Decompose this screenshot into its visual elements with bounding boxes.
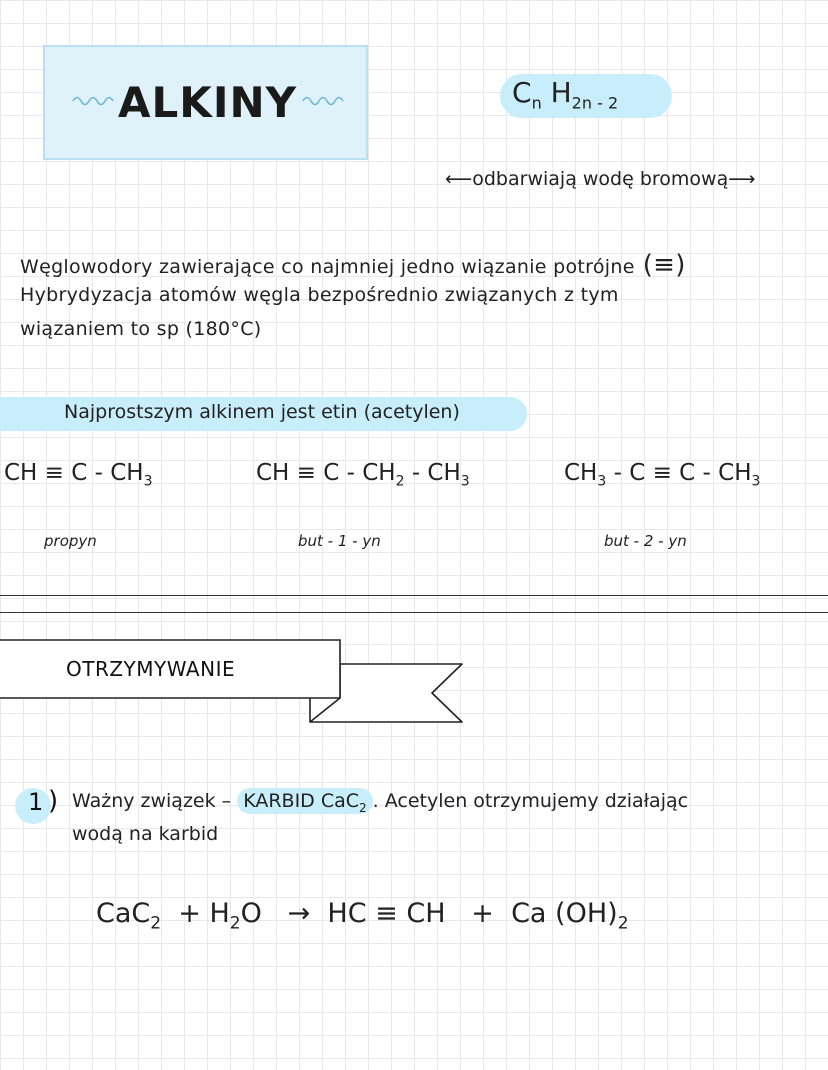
right-arrow-icon: ⟶ <box>728 168 756 190</box>
left-arrow-icon: ⟵ <box>445 168 473 190</box>
description-line-3: wiązaniem to sp (180°C) <box>20 318 262 340</box>
description-line-1: Węglowodory zawierające co najmniej jedno wiązanie potrójne (≡) <box>20 250 686 280</box>
reaction-arrow-icon: → <box>287 898 311 929</box>
reaction-equation: $CaC_2 + H_2O$ → HC ≡ CH + Ca $(OH)_2$ <box>96 898 629 934</box>
compound-name-propyn: propyn <box>44 532 97 550</box>
divider-line <box>0 612 828 613</box>
point-paren: ) <box>48 786 59 816</box>
compound-name-but-2-yn: but - 2 - yn <box>604 532 687 550</box>
karbid-line-2: wodą na karbid <box>72 823 219 845</box>
description-line-2: Hybrydyzacja atomów węgla bezpośrednio związanych z tym <box>20 284 619 306</box>
karbid-highlight: KARBID CaC$_2$ <box>237 788 372 814</box>
compound-formula-but-2-yn: $CH_3 - C \equiv C - CH_3$ <box>564 460 761 490</box>
compound-formula-propyn: CH ≡ C - $CH_3$ <box>4 460 153 490</box>
page-title: ALKINY <box>118 78 298 127</box>
karbid-line: Ważny związek – KARBID CaC$_2$ . Acetylen otrzymujemy działając <box>72 790 689 815</box>
squiggle-left <box>72 92 116 106</box>
squiggle-right <box>302 92 346 106</box>
compound-name-but-1-yn: but - 1 - yn <box>298 532 381 550</box>
bromine-note: ⟵odbarwiają wodę bromową⟶ <box>445 168 756 190</box>
general-formula: $C_n$ $H_{2n - 2}$ <box>512 76 619 113</box>
point-number: 1 <box>28 788 44 816</box>
compound-formula-but-1-yn: CH ≡ C - $CH_2 - CH_3$ <box>256 460 470 490</box>
divider-line <box>0 595 828 596</box>
section-ribbon <box>0 636 470 728</box>
simplest-alkyne-note: Najprostszym alkinem jest etin (acetylen) <box>64 401 460 423</box>
section-heading: OTRZYMYWANIE <box>66 657 236 681</box>
